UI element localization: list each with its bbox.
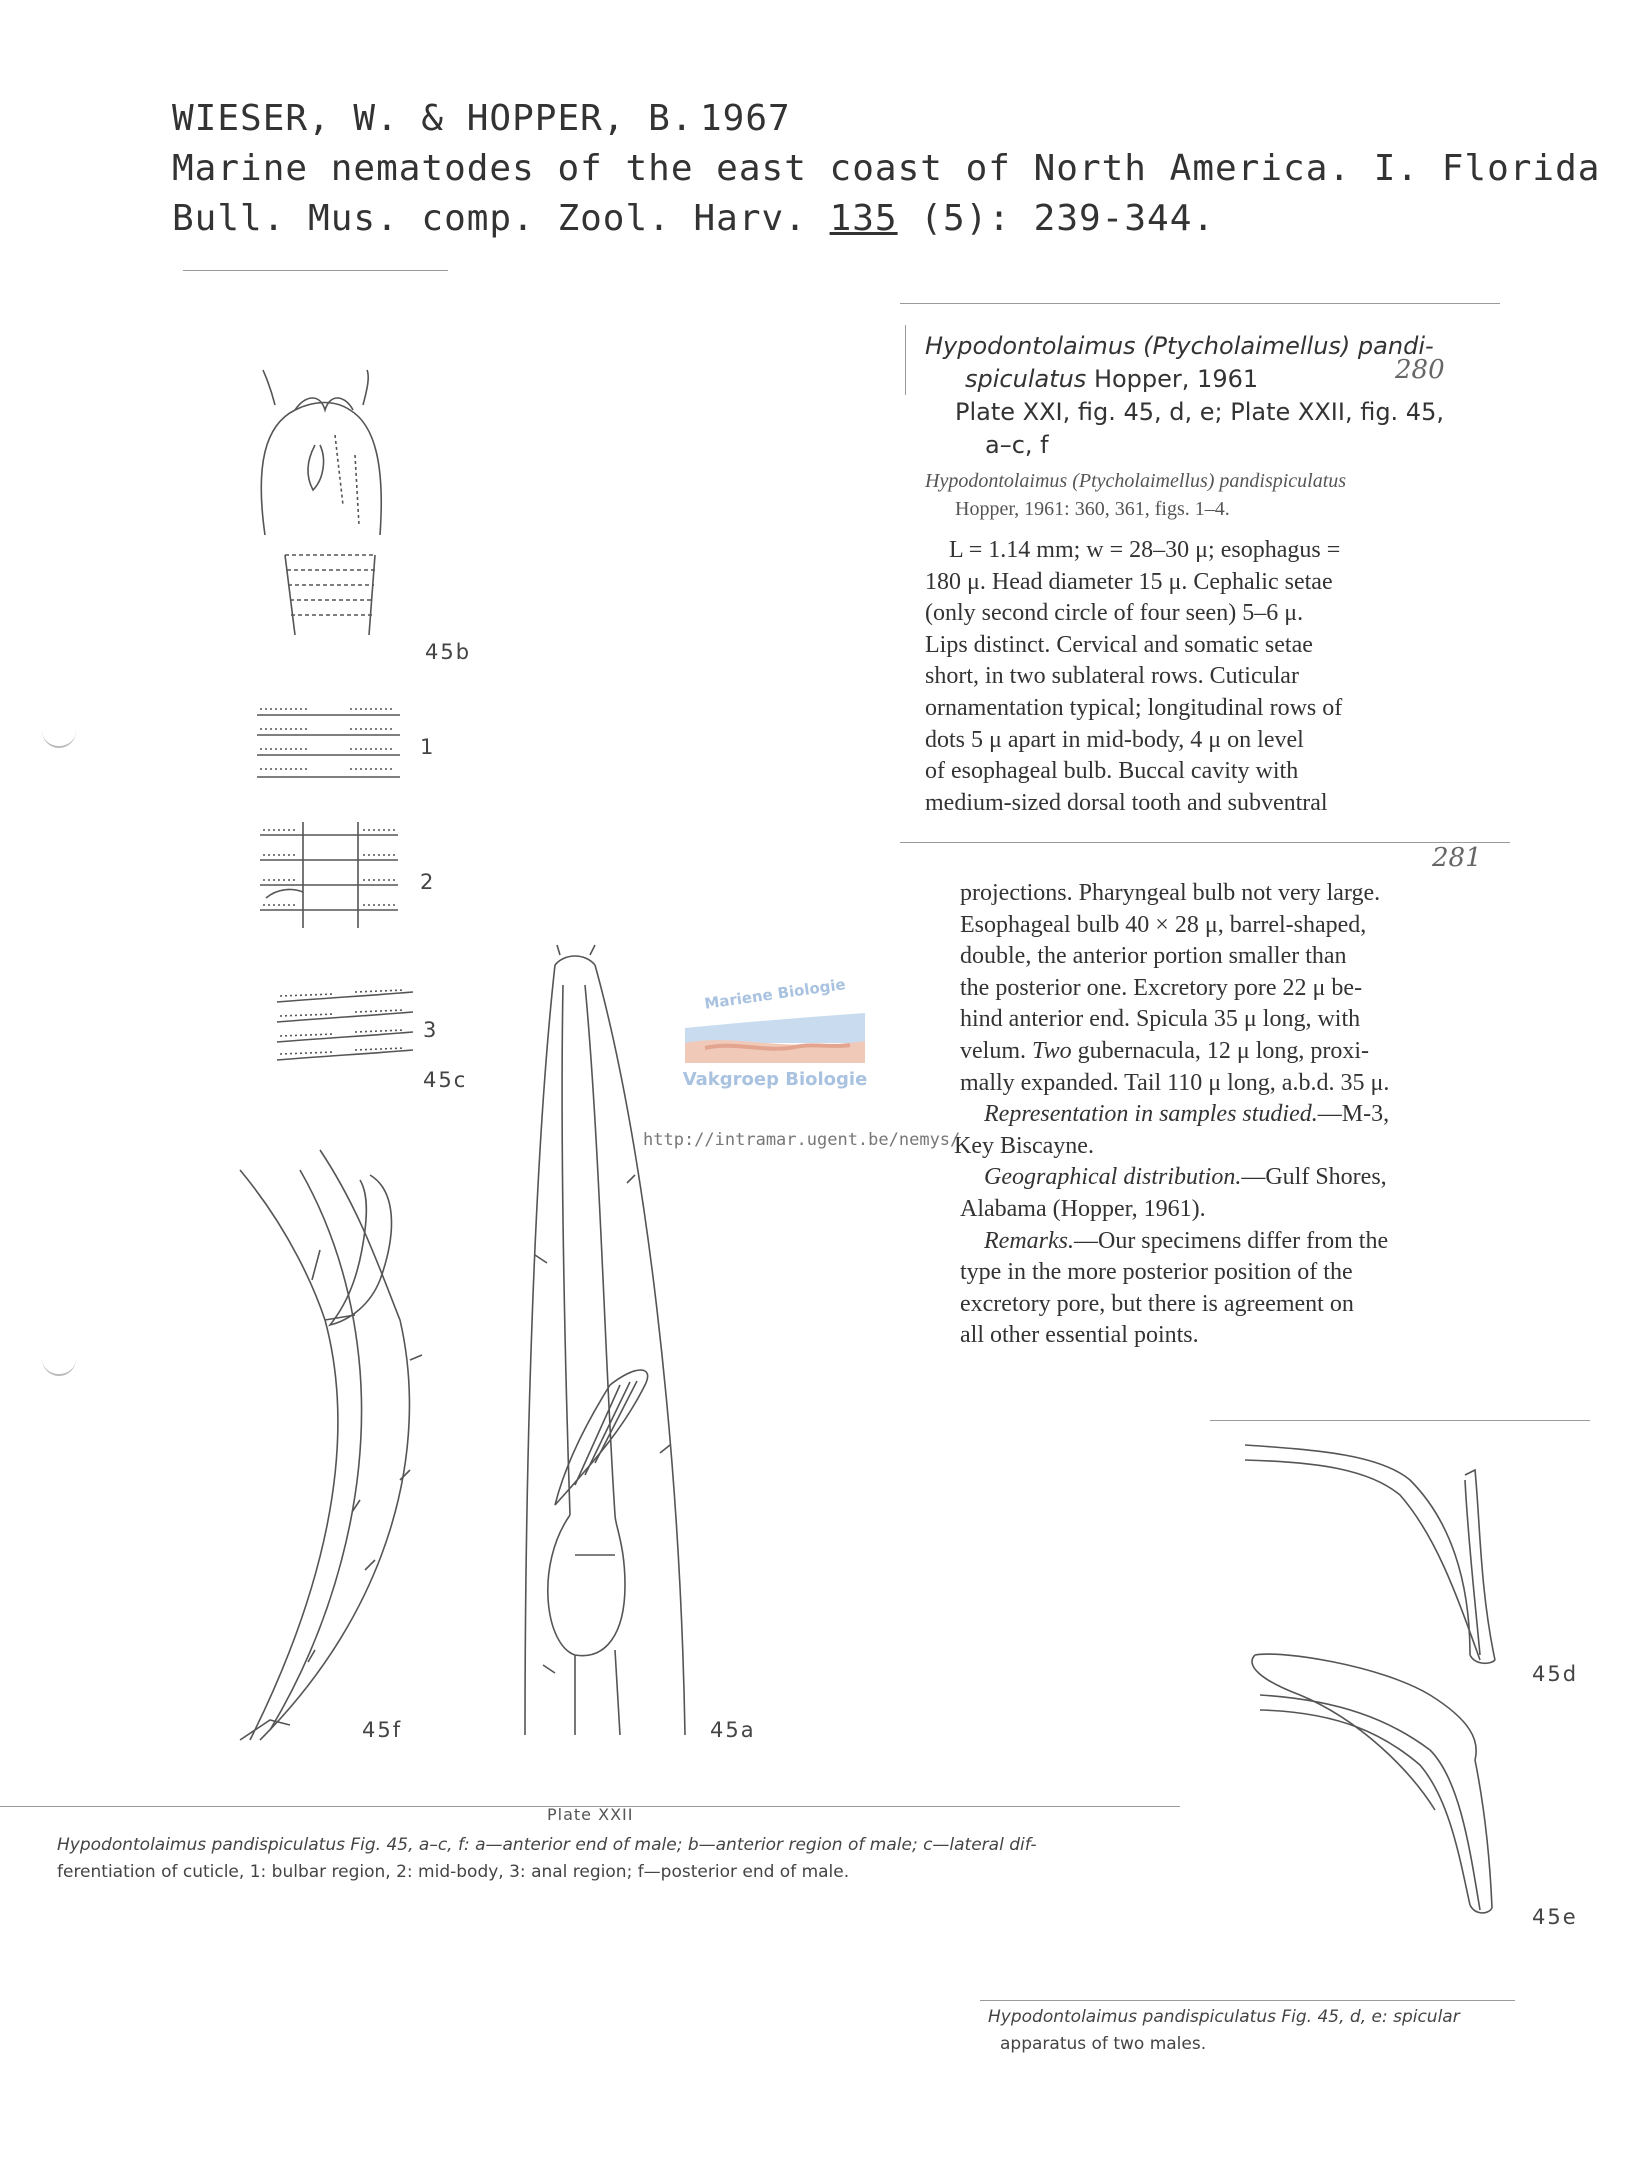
description-part-1: L = 1.14 mm; w = 28–30 μ; esophagus = 180 μ. Head diameter 15 μ. Cephalic setae (only second circle of four seen) 5–6 μ. Lips distinct. Cervical and somatic setae short, in two sublateral rows. Cuticular ornamentation typical; longitudinal rows of dots 5 μ apart in mid-body, 4 μ on level of esophageal bulb. Buccal cavity with medium-sized dorsal tooth and subventral xyxy=(925,537,1343,816)
header-divider xyxy=(183,270,448,271)
plate-label: Plate XXII xyxy=(547,1805,634,1824)
watermark-logo xyxy=(665,975,885,1090)
figure-label-45b: 45b xyxy=(425,640,472,664)
citation-journal: Bull. Mus. comp. Zool. Harv. 135 (5): 239-344. xyxy=(172,198,1216,239)
species-side-rule xyxy=(905,325,906,395)
page-note-280: 280 xyxy=(1395,355,1445,385)
column-break-rule xyxy=(900,842,1510,843)
watermark-bottom-text: Vakgroep Biologie xyxy=(682,1069,868,1090)
citation-year: 1967 xyxy=(700,98,791,139)
figure-45d-drawing xyxy=(1240,1440,1510,1670)
figure-45f-drawing xyxy=(230,1150,480,1750)
citation-title: Marine nematodes of the east coast of North America. I. Florida xyxy=(172,148,1601,189)
figure-label-45f: 45f xyxy=(362,1718,403,1742)
figure-label-45c: 45c xyxy=(423,1068,468,1092)
citation-volume: 135 xyxy=(829,198,898,239)
figure-label-45d: 45d xyxy=(1532,1662,1579,1686)
figure-45c-strip-2 xyxy=(258,820,398,930)
figure-45c-strip-3 xyxy=(275,990,415,1065)
figure-45b-drawing xyxy=(235,365,425,635)
watermark-url: http://intramar.ugent.be/nemys/ xyxy=(643,1130,961,1150)
synonym-citation: Hypodontolaimus (Ptycholaimellus) pandispiculatus Hopper, 1961: 360, 361, figs. 1–4. xyxy=(925,470,1347,520)
figure-45e-drawing xyxy=(1240,1650,1510,1920)
figure-label-45a: 45a xyxy=(710,1718,756,1742)
watermark-top-text: Mariene Biologie xyxy=(703,975,847,1013)
figure-45c-strip-1 xyxy=(255,705,405,790)
citation-authors: WIESER, W. & HOPPER, B. xyxy=(172,98,694,139)
right-figure-top-rule xyxy=(1210,1420,1590,1421)
plate-caption: Hypodontolaimus pandispiculatus Fig. 45, a–c, f: a—anterior end of male; b—anterior region of male; c—lateral dif- ferentiation of cuticle, 1: bulbar region, 2: mid-body, 3: anal region; f—posterior end of male. xyxy=(57,1835,1037,1882)
species-heading: Hypodontolaimus (Ptycholaimellus) pandi- spiculatus Hopper, 1961 Plate XXI, fig. 45, d, e; Plate XXII, fig. 45, a–c, f xyxy=(925,332,1444,459)
figure-label-c3: 3 xyxy=(423,1018,439,1042)
watermark-wave-icon xyxy=(675,1003,875,1073)
punch-hole-bottom xyxy=(42,1358,76,1376)
species-top-rule xyxy=(900,303,1500,304)
right-figure-caption: Hypodontolaimus pandispiculatus Fig. 45, d, e: spicular apparatus of two males. xyxy=(988,2007,1460,2054)
figure-label-c1: 1 xyxy=(420,735,436,759)
page-note-281: 281 xyxy=(1432,843,1482,873)
description-part-2: projections. Pharyngeal bulb not very large. Esophageal bulb 40 × 28 μ, barrel-shaped, double, the anterior portion smaller than the posterior one. Excretory pore 22 μ be- hind anterior end. Spicula 35 μ long, with velum. Two gubernacula, 12 μ long, proxi- mally expanded. Tail 110 μ long, a.b.d. 35 μ. Representation in samples studied.—M-3, Key Biscayne. Geographical distribution.—Gulf Shores, Alabama (Hopper, 1961). Remarks.—Our specimens differ from the type in the more posterior position of the excretory pore, but there is agreement on all other essential points. xyxy=(954,880,1390,1349)
right-caption-rule xyxy=(980,2000,1515,2001)
figure-label-45e: 45e xyxy=(1532,1905,1578,1929)
figure-label-c2: 2 xyxy=(420,870,436,894)
punch-hole-top xyxy=(42,730,76,748)
